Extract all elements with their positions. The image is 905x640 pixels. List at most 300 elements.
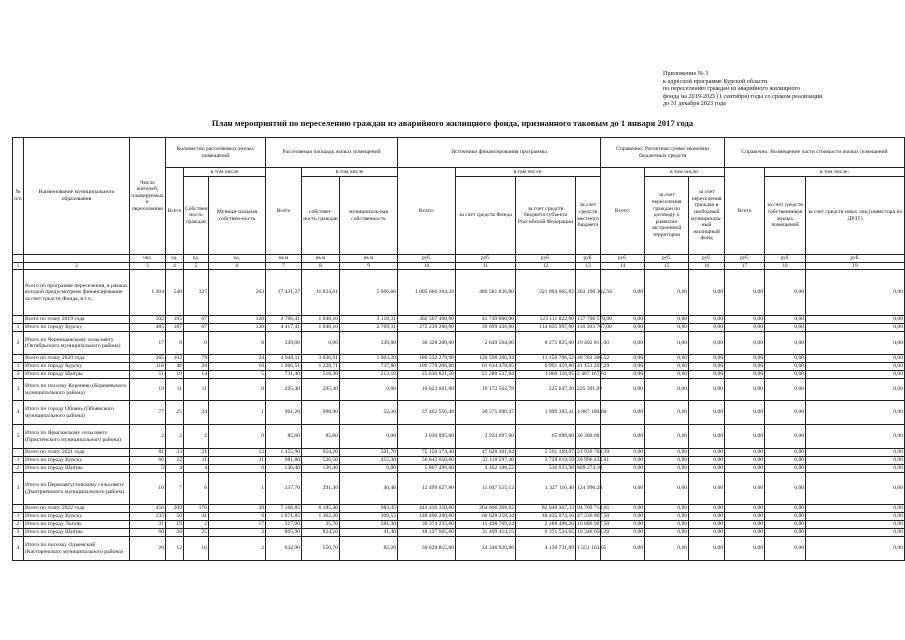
value-cell: 0,00 (645, 529, 689, 537)
value-cell: 5 591 169,97 (516, 449, 576, 457)
value-cell: 82,20 (340, 537, 398, 561)
value-cell: 5 (130, 465, 166, 473)
table-row (13, 379, 905, 401)
value-cell: 11 824,61 (302, 270, 340, 316)
value-cell: 809 274,10 (577, 465, 603, 472)
row-name-cell: Итого по городу Курску (24, 513, 130, 521)
value-cell: 126 598 266,94 (456, 355, 516, 363)
value-cell: 0,00 (806, 425, 905, 449)
value-cell: 56 843 050,00 (398, 457, 456, 465)
value-cell: 2 188 498,26 (516, 521, 576, 529)
value-cell: 0,00 (645, 537, 689, 561)
value-cell: 33 (166, 449, 184, 457)
value-cell: 21 (184, 449, 209, 457)
appendix-line: по переселению граждан из аварийного жилищного (663, 85, 801, 93)
col-index-cell: 2 (24, 262, 130, 270)
value-cell: 0,00 (725, 401, 765, 425)
value-cell: 4 417,41 (266, 324, 302, 332)
value-cell: 0,00 (645, 505, 689, 513)
value-cell: 85,60 (302, 425, 340, 449)
value-cell: 0,00 (689, 513, 725, 521)
col-index-cell: 14 (601, 262, 645, 270)
value-cell: 28 (184, 363, 209, 371)
value-cell: 0,00 (601, 355, 645, 363)
row-name-cell: Итого по городу Курску (24, 324, 130, 332)
value-cell: 24 346 920,86 (456, 537, 516, 561)
value-cell: 0,00 (725, 332, 765, 355)
value-cell: 0,00 (689, 363, 725, 371)
econ-total-header: Всего: (601, 168, 645, 255)
value-cell: 1 304 (130, 270, 166, 316)
unit-cell: руб. (516, 255, 576, 263)
value-cell: 0,00 (601, 332, 645, 355)
value-cell: 52,30 (340, 401, 398, 425)
value-cell: 1 551 163,05 (576, 537, 601, 561)
value-cell: 4 462 188,52 (456, 465, 516, 473)
col-index-cell: 19 (806, 262, 905, 270)
value-cell: 0,00 (689, 473, 725, 505)
row-name-cell: Итого по городу Курску (24, 363, 130, 371)
value-cell: 0,00 (765, 513, 806, 521)
value-cell: 21 280 537,84 (456, 371, 516, 379)
value-cell: 25 (184, 529, 209, 537)
value-cell: 536 033,98 (516, 465, 576, 473)
area-total-header: Всего (266, 168, 302, 255)
value-cell: 0,00 (601, 324, 645, 332)
value-cell: 1 966,51 (266, 363, 302, 371)
value-cell: 0,00 (725, 513, 765, 521)
row-number-cell: 1 (13, 513, 24, 521)
value-cell: 0,00 (302, 332, 340, 355)
row-number-cell: 4 (13, 537, 24, 561)
value-cell: 2 934 697,00 (456, 425, 516, 449)
table-row (13, 332, 905, 355)
value-cell: 24 (184, 401, 209, 425)
value-cell: 82 040 367,33 (516, 505, 576, 513)
value-cell: 0,00 (645, 401, 689, 425)
value-cell: 22 (166, 457, 184, 465)
value-cell: 77 (130, 401, 166, 425)
value-cell: 0,00 (806, 371, 905, 379)
row-number-cell: 2 (13, 465, 24, 473)
value-cell: 0,00 (806, 529, 905, 537)
value-cell: 0,00 (806, 457, 905, 465)
value-cell: 2 (130, 425, 166, 449)
value-cell: 4 130 731,09 (516, 537, 576, 561)
value-cell: 11 498 769,24 (456, 521, 516, 529)
value-cell: 540 (166, 270, 184, 316)
unit-cell: кв.м (266, 255, 302, 263)
value-cell: 11 (166, 379, 184, 401)
value-cell: 50 (166, 513, 184, 521)
value-cell: 0,00 (340, 465, 398, 473)
value-cell: 10 172 562,78 (456, 379, 516, 401)
value-cell: 7 168,85 (266, 505, 302, 513)
value-cell: 0,00 (689, 457, 725, 465)
row-name-cell: Всего по этапу 2022 года (24, 505, 130, 513)
unit-cell: ед. (209, 255, 266, 263)
value-cell: 10 (130, 473, 166, 505)
rooms-group-header: Количество расселяемых жилых помещений (166, 138, 266, 168)
value-cell: 737,80 (340, 363, 398, 371)
rooms-total-header: Всего (166, 168, 184, 255)
col-index-cell: 18 (765, 262, 806, 270)
value-cell: 41 (184, 513, 209, 521)
table-row (13, 401, 905, 425)
value-cell: 1 999 385,41 (516, 401, 576, 425)
value-cell: 66 (130, 457, 166, 465)
value-cell: 14 (184, 371, 209, 379)
value-cell: 317,00 (266, 521, 302, 529)
value-cell: 1 (209, 401, 266, 425)
value-cell: 85,60 (266, 425, 302, 449)
value-cell: 455,30 (340, 457, 398, 465)
value-cell: 264 606 268,02 (456, 505, 516, 513)
row-name-cell: Итого по городу Щигры (24, 371, 130, 379)
value-cell: 60 628 258,34 (456, 513, 516, 521)
value-cell: 2 (184, 425, 209, 449)
value-cell: 213,10 (340, 371, 398, 379)
value-cell: 302 567 400,00 (398, 316, 456, 324)
col-index-cell: 7 (266, 262, 302, 270)
unit-cell: руб. (576, 255, 601, 263)
unit-cell: руб. (725, 255, 765, 263)
funds-fund-header: за счет средств Фонда (456, 177, 516, 255)
value-cell: 0,00 (645, 332, 689, 355)
value-cell: 19 402 811,00 (576, 332, 601, 355)
value-cell: 1 648,10 (302, 324, 340, 332)
value-cell: 485 (130, 324, 166, 332)
value-cell: 0,00 (689, 324, 725, 332)
value-cell: 0,00 (689, 355, 725, 363)
value-cell: 225 391,02 (576, 379, 601, 401)
resettlement-plan-table (12, 137, 905, 561)
value-cell: 2 (184, 521, 209, 529)
col-residents-header: Число жителей, планируемых к переселению (130, 138, 166, 255)
funds-group-header: Источники финансирования программы (398, 138, 601, 168)
value-cell: 61 634 478,85 (456, 363, 516, 371)
value-cell: 0,00 (765, 465, 806, 473)
value-cell: 0,00 (725, 505, 765, 513)
value-cell: 187 (166, 324, 184, 332)
value-cell: 11 (184, 379, 209, 401)
value-cell: 0,00 (725, 270, 765, 316)
col-index-cell: 4 (166, 262, 184, 270)
value-cell: 5 807 496,60 (398, 465, 456, 473)
value-cell: 0,00 (645, 324, 689, 332)
value-cell: 0,00 (765, 371, 806, 379)
row-number-cell: 1 (13, 324, 24, 332)
value-cell: 0,00 (765, 537, 806, 561)
col-index-cell: 8 (302, 262, 340, 270)
value-cell: 10 623 601,00 (398, 379, 456, 401)
table-row (13, 449, 905, 457)
row-number-cell: 1 (13, 457, 24, 465)
unit-cell: ед. (166, 255, 184, 263)
value-cell: 41,40 (340, 529, 398, 537)
value-cell: 309,55 (340, 513, 398, 521)
value-cell: 4 040,11 (266, 355, 302, 363)
value-cell: 221 894 065,82 (516, 270, 576, 316)
value-cell: 148 400 200,00 (398, 513, 456, 521)
table-row (13, 425, 905, 449)
value-cell: 349,00 (340, 332, 398, 355)
value-cell: 0,00 (689, 537, 725, 561)
value-cell: 48 783 306,52 (577, 355, 610, 362)
row-name-cell: Итого по Первоавгустовскому сельсовету (Дмитриевского муниципального района) (24, 473, 130, 505)
value-cell: 28 (166, 529, 184, 537)
comp-incl-header: в том числе: (765, 168, 905, 177)
col-index-cell: 12 (516, 262, 576, 270)
value-cell: 0,00 (725, 316, 765, 324)
unit-cell: руб. (806, 255, 905, 263)
value-cell: 170 (184, 505, 209, 513)
table-row (13, 371, 905, 379)
area-municipal-header: муниципаль-ная собственность (340, 177, 398, 255)
value-cell: 12 (166, 537, 184, 561)
row-number-cell: 4 (13, 401, 24, 425)
value-cell: 0,00 (725, 537, 765, 561)
value-cell: 24 (209, 355, 266, 363)
value-cell: 0,00 (645, 513, 689, 521)
value-cell: 272 239 200,00 (398, 324, 456, 332)
value-cell: 1 228,71 (302, 363, 340, 371)
value-cell: 0,00 (689, 449, 725, 457)
row-name-cell: Итого по городу Щигры (24, 529, 130, 537)
value-cell: 961,20 (266, 401, 302, 425)
row-number-cell (13, 316, 24, 324)
value-cell: 0,00 (645, 465, 689, 473)
col-name-header: Наименование муниципального образования (24, 138, 130, 255)
table-row (13, 363, 905, 371)
value-cell: 0,00 (689, 401, 725, 425)
value-cell: 0,00 (806, 465, 905, 473)
value-cell: 0,00 (725, 521, 765, 529)
value-cell: 19 (130, 379, 166, 401)
value-cell: 0,00 (689, 529, 725, 537)
value-cell: 0,00 (645, 473, 689, 505)
value-cell: 41 749 000,00 (456, 316, 516, 324)
value-cell: 981,80 (266, 457, 302, 465)
row-number-cell: 2 (13, 371, 24, 379)
value-cell: 0,00 (689, 425, 725, 449)
value-cell: 17 431,27 (266, 270, 302, 316)
table-row (13, 355, 905, 363)
value-cell: 4 887 180,60 (576, 401, 601, 425)
value-cell: 824,50 (302, 529, 340, 537)
value-cell: 0,00 (765, 324, 806, 332)
value-cell: 0,00 (765, 505, 806, 513)
funds-local-header: за счет средств местного бюджета (576, 177, 601, 255)
row-number-cell: 1 (13, 363, 24, 371)
value-cell: 550,70 (302, 537, 340, 561)
value-cell: 31 (130, 521, 166, 529)
value-cell: 6 991 459,86 (516, 363, 576, 371)
value-cell: 4 766,41 (266, 316, 302, 324)
ref-economy-group-header: Справочно: Расчетная сумма экономии бюджетных средств (601, 138, 725, 168)
value-cell: 0,00 (765, 363, 806, 371)
value-cell: 135 (130, 513, 166, 521)
value-cell: 75 150 174,40 (398, 449, 456, 457)
value-cell: 6 (184, 473, 209, 505)
area-incl-header: в том числе (302, 168, 398, 177)
value-cell: 0,00 (765, 401, 806, 425)
value-cell: 0,00 (689, 316, 725, 324)
value-cell: 0,00 (601, 270, 645, 316)
value-cell: 32 118 597,40 (456, 457, 516, 465)
row-number-cell (13, 355, 24, 363)
value-cell: 1 327 116,40 (516, 473, 576, 505)
value-cell: 908,90 (302, 401, 340, 425)
row-name-cell: Итого по городу Щигры (24, 465, 130, 473)
row-name-cell: Итого по Черницынскому сельсовету (Октябрьского муниципального района) (24, 332, 130, 355)
value-cell: 225 647,20 (516, 379, 576, 401)
area-group-header: Расселяемая площадь жилых помещений (266, 138, 398, 168)
value-cell: 0,00 (765, 449, 806, 457)
col-index-cell: 9 (340, 262, 398, 270)
value-cell: 195 (166, 316, 184, 324)
value-cell: 186 532 279,98 (398, 355, 456, 363)
value-cell: 67 (184, 316, 209, 324)
value-cell: 7 (166, 473, 184, 505)
row-number-cell: 2 (13, 521, 24, 529)
col-index-cell: 3 (130, 262, 166, 270)
value-cell: 0,00 (601, 505, 645, 513)
value-cell: 337,70 (266, 473, 302, 505)
value-cell: 0,00 (806, 505, 905, 513)
value-cell: 983,45 (340, 505, 398, 513)
value-cell: 0,00 (601, 379, 645, 401)
area-citizens-header: собствен-ность граждан (302, 177, 340, 255)
funds-incl-header: в том числе: (456, 168, 601, 177)
row-name-cell: Всего по программе переселения, в рамках которой предусмотрено финансирование за счет средств Фонда, в т.ч.: (24, 270, 130, 316)
value-cell: 0,00 (601, 537, 645, 561)
value-cell: 0,00 (645, 449, 689, 457)
value-cell: 632,90 (266, 537, 302, 561)
value-cell: 39 (209, 505, 266, 513)
value-cell: 46,40 (340, 473, 398, 505)
table-row (13, 513, 905, 521)
unit-cell: руб. (398, 255, 456, 263)
value-cell: 0,00 (601, 363, 645, 371)
value-cell: 349,00 (266, 332, 302, 355)
value-cell: 954,20 (302, 449, 340, 457)
value-cell: 1 671,85 (266, 513, 302, 521)
row-name-cell: Итого по городу Курску (24, 457, 130, 465)
value-cell: 19 (166, 521, 184, 529)
table-row (13, 537, 905, 561)
value-cell: 441 416 350,00 (398, 505, 456, 513)
value-cell: 0,00 (765, 457, 806, 465)
value-cell: 10 (184, 537, 209, 561)
table-row (13, 324, 905, 332)
value-cell: 0,00 (601, 425, 645, 449)
value-cell: 0,00 (725, 379, 765, 401)
value-cell: 1 003,20 (340, 355, 398, 363)
value-cell: 8 275 825,00 (516, 332, 576, 355)
comp-total-header: Всего (725, 168, 765, 255)
row-number-cell (13, 505, 24, 513)
value-cell: 39 099 436,00 (456, 324, 516, 332)
row-number-cell (13, 270, 24, 316)
value-cell: 4 (184, 465, 209, 473)
value-cell: 203 (209, 270, 266, 316)
row-number-cell (13, 449, 24, 457)
col-index-cell: 10 (398, 262, 456, 270)
row-name-cell: Итого по Ярыгинскому сельсовету (Пристенского муниципального района) (24, 425, 130, 449)
value-cell: 9 (209, 513, 266, 521)
table-row (13, 521, 905, 529)
value-cell: 8 (209, 332, 266, 355)
value-cell: 0,00 (725, 371, 765, 379)
value-cell: 0,00 (645, 371, 689, 379)
row-number-cell: 5 (13, 425, 24, 449)
value-cell: 60 (130, 529, 166, 537)
value-cell: 281,30 (340, 521, 398, 529)
table-row (13, 473, 905, 505)
value-cell: 47 628 301,04 (456, 449, 516, 457)
value-cell: 16 686 967,50 (577, 521, 610, 528)
value-cell: 17 (130, 332, 166, 355)
value-cell: 25 (166, 401, 184, 425)
row-name-cell: Всего по этапу 2021 года (24, 449, 130, 457)
econ-territory-header: за счет переселения граждан по договору о развитии застроенной территории (645, 177, 689, 255)
value-cell: 31 409 414,15 (456, 529, 516, 537)
value-cell: 0,00 (806, 270, 905, 316)
value-cell: 0,00 (645, 425, 689, 449)
value-cell: 0,00 (601, 401, 645, 425)
row-number-cell: 3 (13, 529, 24, 537)
unit-cell: руб. (601, 255, 645, 263)
unit-cell: кв.м (302, 255, 340, 263)
value-cell: 0,00 (765, 355, 806, 363)
value-cell: 5 606,66 (340, 270, 398, 316)
value-cell: 0,00 (689, 465, 725, 473)
value-cell: 48 127 005,00 (398, 529, 456, 537)
value-cell: 30 300,00 (576, 425, 601, 449)
row-name-cell: Итого по поселку Коренево (Кореневского муниципального района) (24, 379, 130, 401)
value-cell: 2 (166, 425, 184, 449)
value-cell: 0,00 (765, 316, 806, 324)
value-cell: 0,00 (645, 270, 689, 316)
value-cell: 0,00 (765, 529, 806, 537)
value-cell: 0,00 (806, 521, 905, 529)
value-cell: 79 (184, 355, 209, 363)
table-row (13, 465, 905, 473)
value-cell: 0,00 (765, 521, 806, 529)
funds-region-header: за счет средств бюджета субъекта Российской Федерации (516, 177, 576, 255)
value-cell: 0,00 (725, 425, 765, 449)
value-cell: 0,00 (725, 363, 765, 371)
value-cell: 12 (209, 449, 266, 457)
col-index-cell: 1 (13, 262, 24, 270)
value-cell: 11 (184, 457, 209, 465)
value-cell: 0,00 (806, 449, 905, 457)
value-cell: 47 336 867,50 (577, 513, 610, 520)
value-cell: 46 (166, 363, 184, 371)
value-cell: 20 (130, 537, 166, 561)
value-cell: 518,30 (302, 371, 340, 379)
value-cell: 35,70 (302, 521, 340, 529)
value-cell: 0,00 (601, 316, 645, 324)
value-cell: 123 111 822,00 (516, 316, 576, 324)
value-cell: 0,00 (725, 457, 765, 465)
value-cell: 2 (209, 537, 266, 561)
row-number-cell: 3 (13, 473, 24, 505)
value-cell: 136,40 (302, 465, 340, 473)
value-cell: 0,00 (806, 363, 905, 371)
value-cell: 0,00 (645, 457, 689, 465)
